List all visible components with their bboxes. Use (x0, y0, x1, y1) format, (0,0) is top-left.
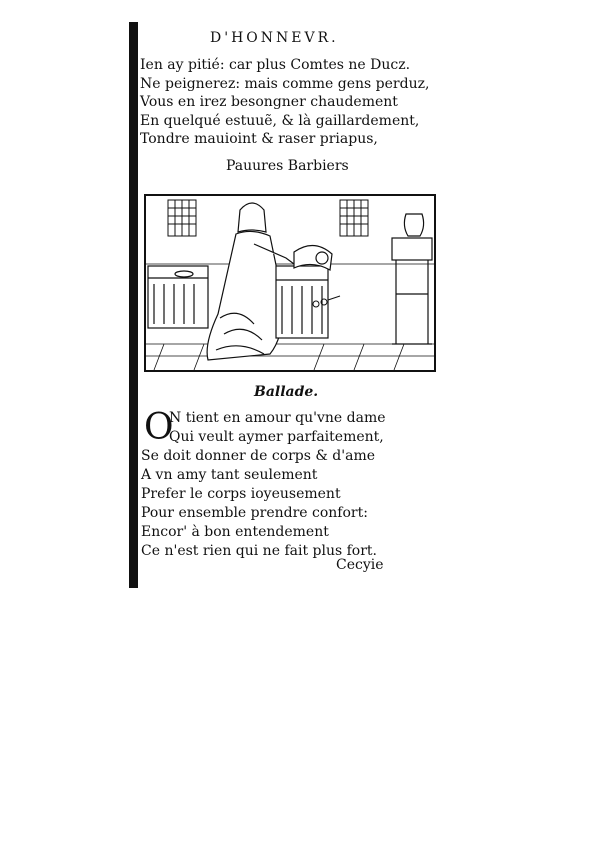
running-title: D'HONNEVR. (210, 30, 339, 46)
verse-line: N tient en amour qu'vne dame (169, 410, 386, 426)
drop-cap: O (144, 407, 174, 448)
verse-stanza (140, 56, 429, 149)
ballade-title: Ballade. (254, 384, 319, 400)
verse-line: Pour ensemble prendre confort: (141, 505, 368, 521)
verse-line: Encor' à bon entendement (141, 524, 329, 540)
verse-line: Se doit donner de corps & d'ame (141, 448, 376, 464)
verse-line: A vn amy tant seulement (141, 467, 318, 483)
woodcut-illustration (144, 194, 436, 372)
verse-line: Vous en irez besongner chaudement (140, 94, 398, 111)
page-gutter-shadow (129, 22, 138, 588)
verse-line: Qui veult aymer parfaitement, (169, 429, 384, 445)
verse-line: Ien ay pitié: car plus Comtes ne Ducz. (140, 57, 411, 73)
table-left (148, 266, 208, 328)
verse-line: Ne peignerez: mais comme gens perduz, (140, 75, 430, 92)
verse-line: Prefer le corps ioyeusement (141, 486, 341, 502)
verse-line: En quelqué estuuẽ, & là gaillardement, (140, 112, 420, 129)
ballade-verse (141, 409, 386, 561)
verse-line: Ce n'est rien qui ne fait plus fort. (141, 543, 377, 559)
verse-line: Tondre mauioint & raser priapus, (140, 131, 378, 148)
section-heading: Pauures Barbiers (226, 158, 349, 174)
catchword: Cecyie (336, 557, 384, 573)
